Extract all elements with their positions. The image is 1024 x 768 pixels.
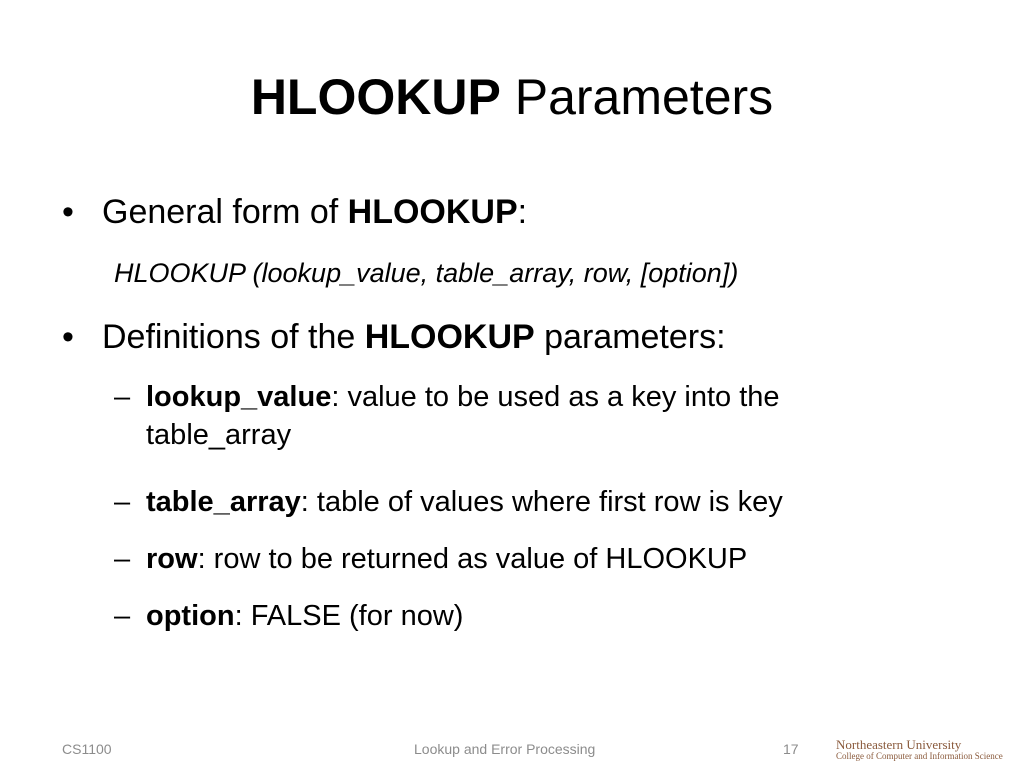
param-desc: : table of values where first row is key [300, 486, 783, 518]
param-name: lookup_value [146, 381, 332, 413]
dash-icon: – [114, 543, 131, 575]
param-desc-continued: table_array [146, 419, 292, 451]
param-table-array [114, 483, 954, 521]
bullet-general-form [62, 192, 527, 232]
param-name: row [146, 543, 198, 575]
slide-title [0, 62, 1024, 132]
param-desc: : value to be used as a key into the [331, 381, 780, 413]
bullet-dot-icon: • [62, 318, 74, 356]
bullet-text: Definitions of the [102, 318, 365, 356]
bullet-text: parameters: [534, 318, 726, 356]
footer-course: CS1100 [62, 741, 112, 757]
dash-icon: – [114, 600, 131, 632]
title-rest: Parameters [514, 69, 774, 125]
bullet-bold: HLOOKUP [347, 193, 518, 231]
bullet-text: : [517, 193, 528, 231]
bullet-definitions [62, 317, 726, 357]
logo-subtitle: College of Computer and Information Science [836, 751, 1003, 761]
param-lookup-value [114, 378, 954, 454]
bullet-bold: HLOOKUP [364, 318, 535, 356]
dash-icon: – [114, 486, 131, 518]
bullet-dot-icon: • [62, 193, 74, 231]
formula-text: HLOOKUP (lookup_value, table_array, row, [option]) [114, 258, 739, 288]
dash-icon: – [114, 381, 131, 413]
param-name: table_array [146, 486, 301, 518]
footer-page-number: 17 [783, 741, 799, 757]
logo-name: Northeastern University [836, 737, 962, 752]
title-bold: HLOOKUP [250, 69, 501, 125]
param-name: option [146, 600, 235, 632]
footer-topic: Lookup and Error Processing [414, 741, 596, 757]
university-logo [836, 738, 1016, 764]
param-option [114, 597, 954, 635]
bullet-text: General form of [102, 193, 348, 231]
param-row [114, 540, 954, 578]
param-desc: : row to be returned as value of HLOOKUP [197, 543, 748, 575]
param-desc: : FALSE (for now) [234, 600, 464, 632]
